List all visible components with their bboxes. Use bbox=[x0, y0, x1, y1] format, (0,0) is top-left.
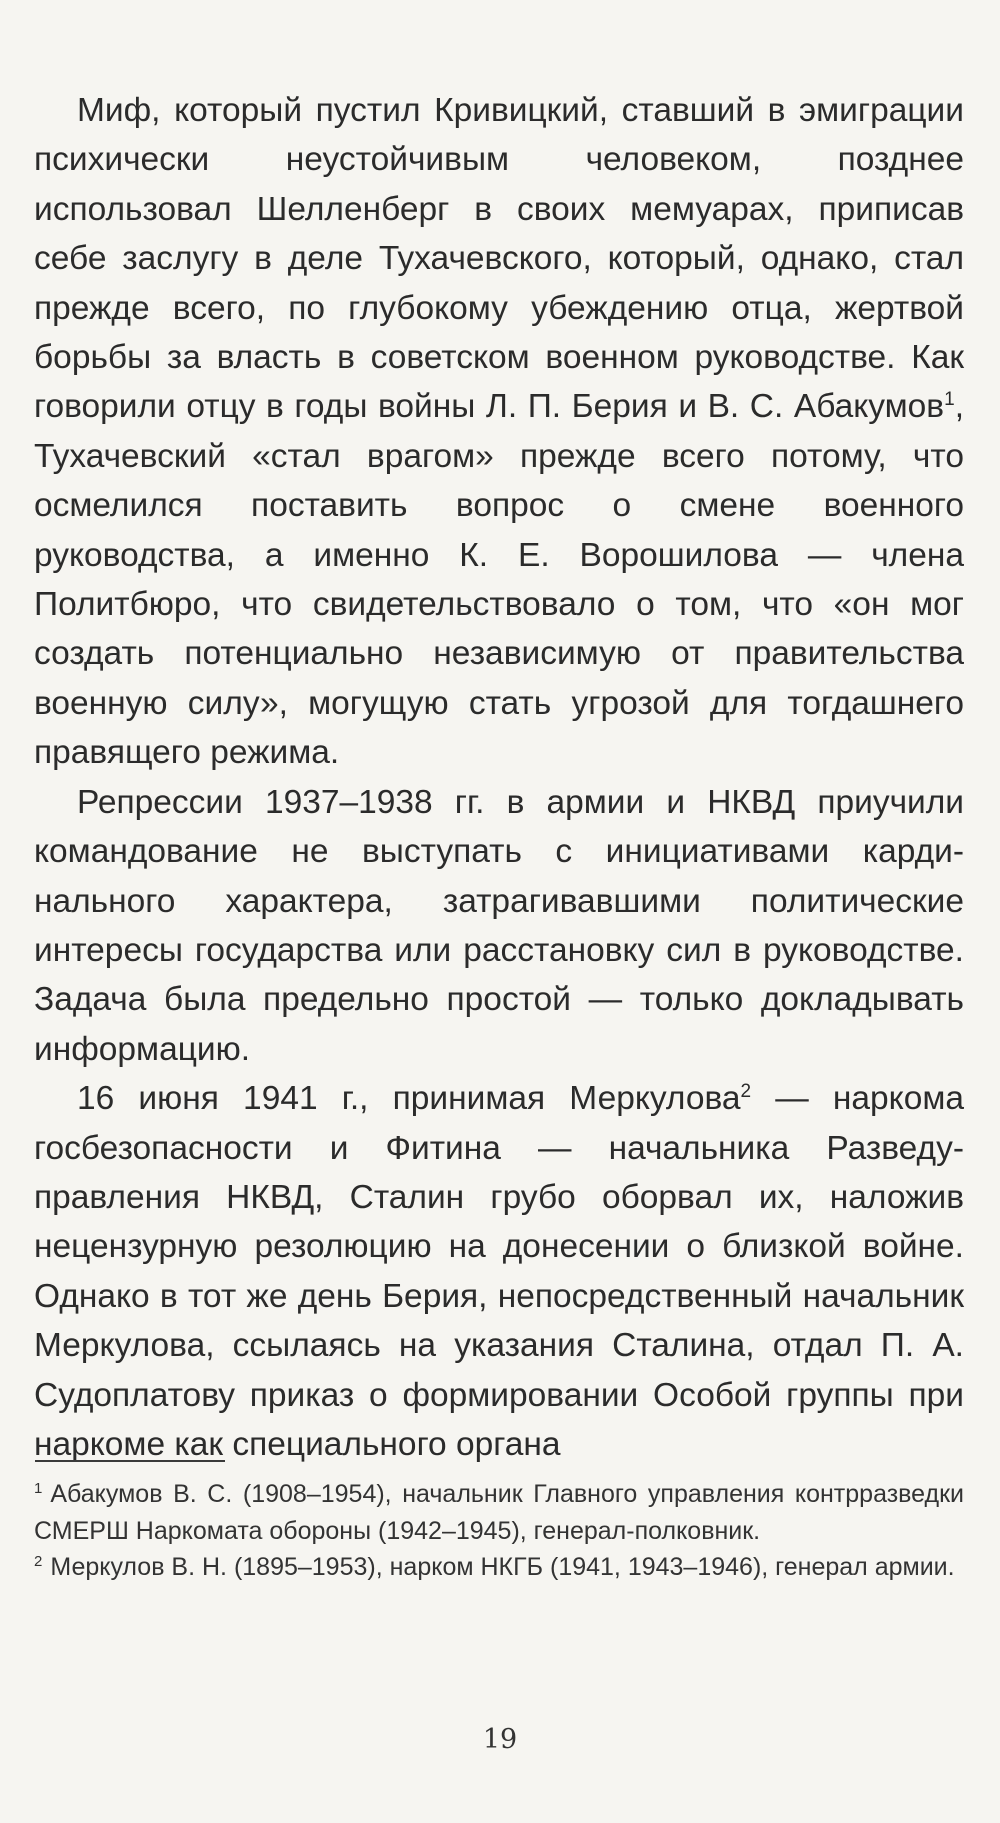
paragraph-2-text: Репрессии 1937–1938 гг. в армии и НКВД приучили командование не выступать с инициативами кардинального характера, затрагивавшими политические интересы государства или расстановку сил в руководстве. Задача была предельно простой — только докладывать информацию. bbox=[34, 783, 964, 1068]
footnote-divider bbox=[35, 1460, 225, 1462]
main-text bbox=[34, 86, 964, 1469]
footnote-ref-2: 2 bbox=[740, 1080, 752, 1102]
paragraph-3-text-end: — наркома госбезопасности и Фитина — начальника Разведуправления НКВД, Сталин грубо оборвал их, наложив нецензурную резолюцию на донесении о близкой войне. Однако в тот же день Берия, непосредственный начальник Меркулова, ссылаясь на указания Сталина, отдал П. А. Судоплатову приказ о формировании Особой группы при наркоме как специального органа bbox=[34, 1080, 965, 1463]
footnote-2 bbox=[34, 1549, 964, 1586]
paragraph-2 bbox=[34, 778, 964, 1074]
paragraph-1-text-end: , Тухачевский «стал врагом» прежде всего потому, что осмелился поставить вопрос о смене военного руководства, а именно К. Е. Ворошилова — члена Политбюро, что свидетельствовало о том, что «он мог создать потенциально независимую от правительства военную силу», могущую стать угрозой для тогдашнего правящего режима. bbox=[34, 388, 964, 772]
footnote-1 bbox=[34, 1476, 964, 1549]
paragraph-3-text-start: 16 июня 1941 г., принимая Меркулова bbox=[77, 1080, 741, 1118]
paragraph-1 bbox=[34, 86, 964, 778]
footnote-2-number: 2 bbox=[34, 1552, 43, 1570]
paragraph-1-text-start: Миф, который пустил Кривицкий, ставший в эмиграции психически неустойчивым человеком, позднее использовал Шелленберг в своих мемуарах, приписав себе заслугу в деле Тухачевского, который, однако, стал прежде всего, по глубокому убеждению отца, жертвой борьбы за власть в советском военном руководстве. Как говорили отцу в годы войны Л. П. Берия и В. С. Абакумов bbox=[34, 92, 964, 426]
footnote-ref-1: 1 bbox=[944, 389, 955, 411]
page-number: 19 bbox=[482, 1724, 518, 1755]
paragraph-3 bbox=[34, 1074, 964, 1469]
footnote-1-text: Абакумов В. С. (1908–1954), начальник Главного управления контрразведки СМЕРШ Наркомата обороны (1942–1945), генерал-полковник. bbox=[34, 1480, 964, 1545]
footnote-1-number: 1 bbox=[34, 1479, 43, 1497]
footnotes bbox=[34, 1476, 964, 1586]
footnote-2-text: Меркулов В. Н. (1895–1953), нарком НКГБ (1941, 1943–1946), генерал армии. bbox=[50, 1553, 955, 1581]
